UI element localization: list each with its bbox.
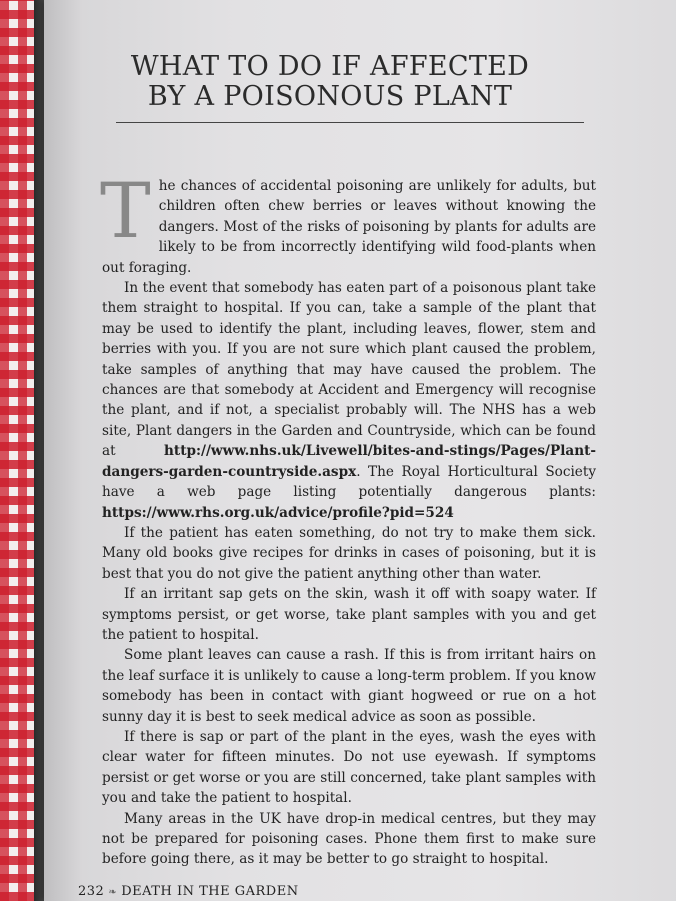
article-body [100,166,596,870]
page-number: 232 [78,884,105,899]
nhs-link[interactable]: http://www.nhs.uk/Livewell/bites-and-stings/Pages/Plant-dangers-garden-countryside.aspx [102,443,596,480]
fleuron-icon: ❧ [108,887,118,898]
paragraph-3: If the patient has eaten something, do not try to make them sick. Many old books give recipes for drinks in cases of poisoning, but it is best that you do not give the patient anything other than water. [102,524,596,582]
running-footer: DEATH IN THE GARDEN [121,884,299,899]
paragraph-6: If there is sap or part of the plant in the eyes, wash the eyes with clear water for fifteen minutes. Do not use eyewash. If symptoms persist or get worse or you are still concerned, take plant samples with you and take the patient to hospital. [102,728,596,807]
title-line-1: WHAT TO DO IF AFFECTED [130,51,530,82]
paragraph-2-text-a: In the event that somebody has eaten part of a poisonous plant take them straight to hospital. If you can, take a sample of the plant that may be used to identify the plant, including leaves, flower, stem and berries with you. If you are not sure which plant caused the problem, take samples of anything that may have caused the problem. The chances are that somebody at Accident and Emergency will recognise the plant, and if not, a specialist probably will. The NHS has a web site, Plant dangers in the Garden and Countryside, which can be found at [102,280,596,460]
drop-cap: T [100,166,151,255]
rhs-link[interactable]: https://www.rhs.org.uk/advice/profile?pid=524 [102,504,454,521]
paragraph-7: Many areas in the UK have drop-in medical centres, but they may not be prepared for poisoning cases. Phone them first to make sure before going there, as it may be better to go straight to hospital. [102,810,596,868]
title-line-2: BY A POISONOUS PLANT [147,81,513,112]
page-title [80,52,580,112]
paragraph-1-text: he chances of accidental poisoning are unlikely for adults, but children often chew berries or leaves without knowing the dangers. Most of the risks of poisoning by plants for adults are likely to be from incorrectly identifying wild food-plants when out foraging. [102,178,596,276]
page-footer [78,884,299,899]
paragraph-2-text-b: . The Royal Horticultural Society have a web page listing potentially dangerous plants: [102,463,596,501]
paragraph-1 [100,166,596,278]
title-divider [116,122,584,123]
paragraph-4: If an irritant sap gets on the skin, wash it off with soapy water. If symptoms persist, or get worse, take plant samples with you and get the patient to hospital. [102,586,596,643]
paragraph-2 [102,278,596,523]
paragraph-5: Some plant leaves can cause a rash. If this is from irritant hairs on the leaf surface it is unlikely to cause a long-term problem. If you know somebody has been in contact with giant hogweed or rue on a hot sunny day it is best to seek medical advice as soon as possible. [102,647,596,725]
